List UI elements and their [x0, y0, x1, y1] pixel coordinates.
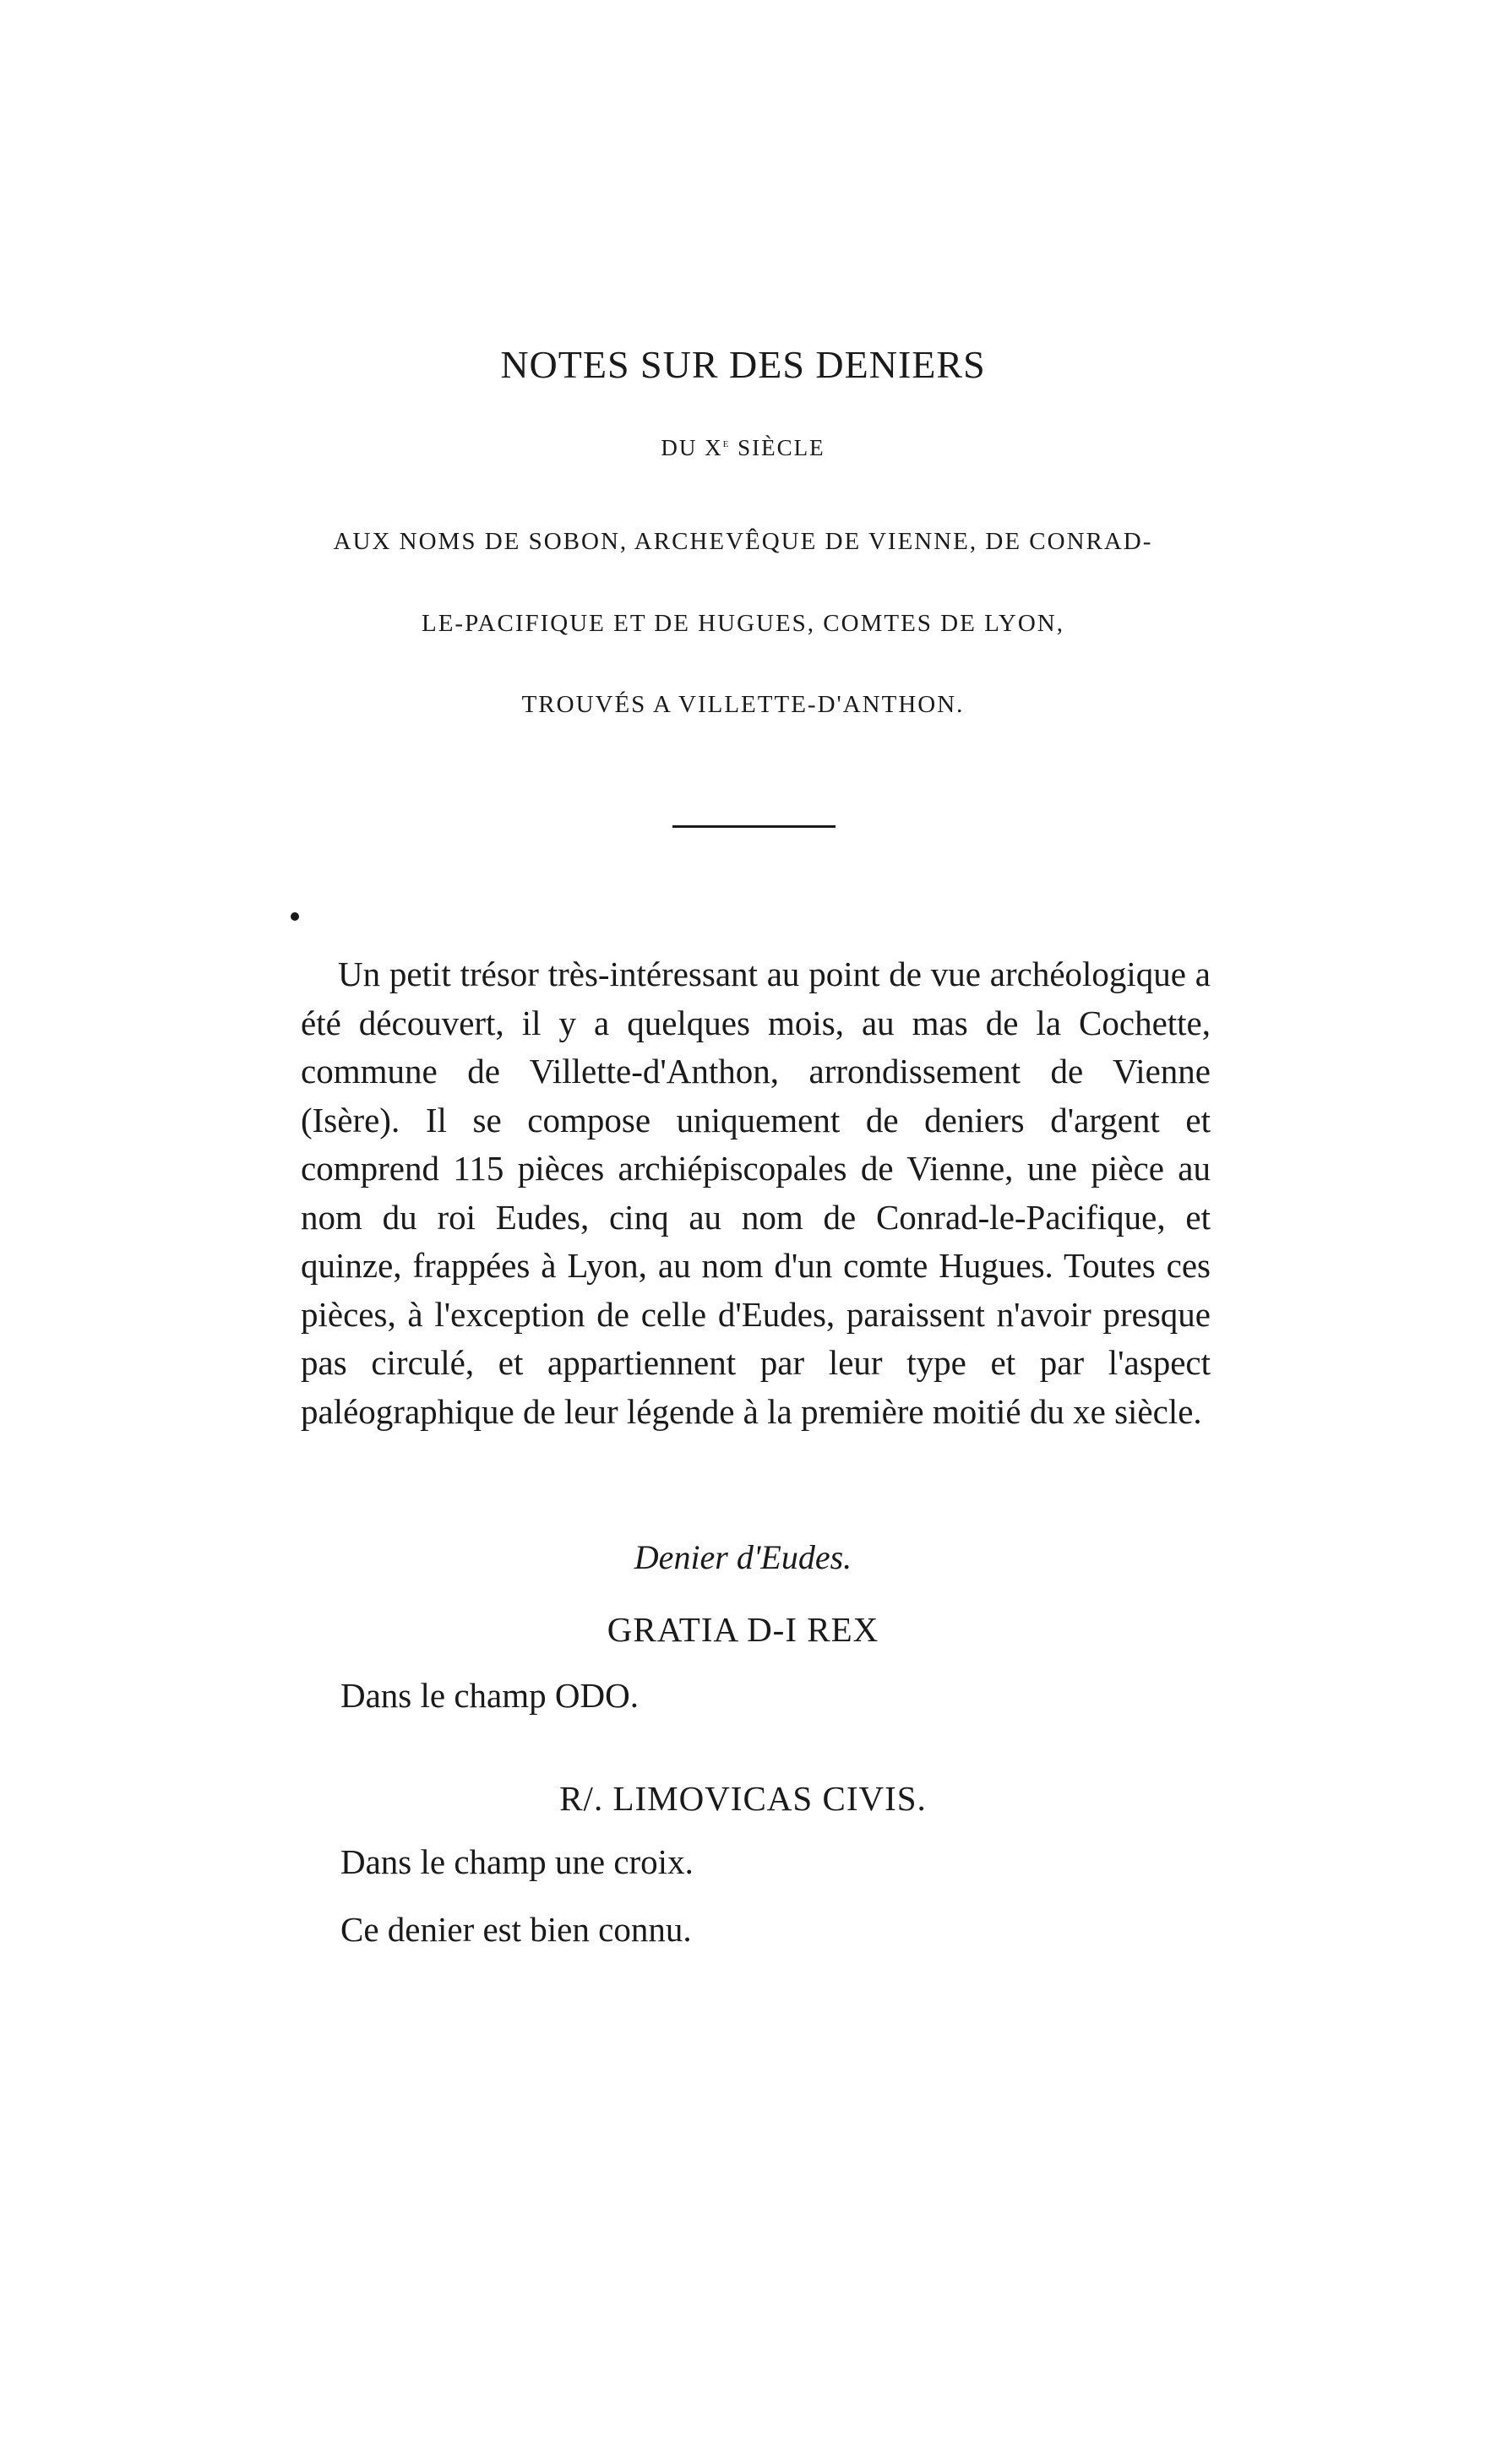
subtitle-line-4: TROUVÉS A VILLETTE-D'ANTHON.: [521, 691, 965, 718]
obverse-field: Dans le champ ODO.: [340, 1676, 639, 1715]
reverse-field: Dans le champ une croix.: [340, 1842, 694, 1881]
ink-speck: [291, 912, 299, 921]
body-paragraph: Un petit trésor très-intéressant au point de vue archéologique a été découvert, il y a quelques mois, au mas de la Cochette, commune de Villette-d'Anthon, arrondissement de Vienne (Isère). Il se compose uniquement de deniers d'argent et comprend 115 pièces archiépiscopales de Vienne, une pièce au nom du roi Eudes, cinq au nom de Conrad-le-Pacifique, et quinze, frappées à Lyon, au nom d'un comte Hugues. Toutes ces pièces, à l'exception de celle d'Eudes, paraissent n'avoir presque pas circulé, et appartiennent par leur type et par l'aspect paléographique de leur légende à la première moitié du xe siècle.: [301, 955, 1211, 1431]
subtitle-line-2: AUX NOMS DE SOBON, ARCHEVÊQUE DE VIENNE, DE CONRAD-: [333, 528, 1153, 555]
subtitle-prefix: DU X: [661, 435, 723, 460]
section-divider: [672, 825, 836, 828]
page-title: NOTES SUR DES DENIERS: [500, 343, 986, 386]
subtitle-sup: e: [722, 436, 731, 450]
subtitle-suffix: SIÈCLE: [730, 435, 825, 460]
subtitle-century: [0, 435, 1486, 461]
reverse-legend: R/. LIMOVICAS CIVIS.: [559, 1779, 927, 1818]
coin-caption: Denier d'Eudes.: [634, 1538, 852, 1576]
coin-note: Ce denier est bien connu.: [340, 1910, 692, 1949]
subtitle-line-3: LE-PACIFIQUE ET DE HUGUES, COMTES DE LYON,: [422, 610, 1064, 637]
obverse-legend: GRATIA D-I REX: [607, 1610, 879, 1649]
